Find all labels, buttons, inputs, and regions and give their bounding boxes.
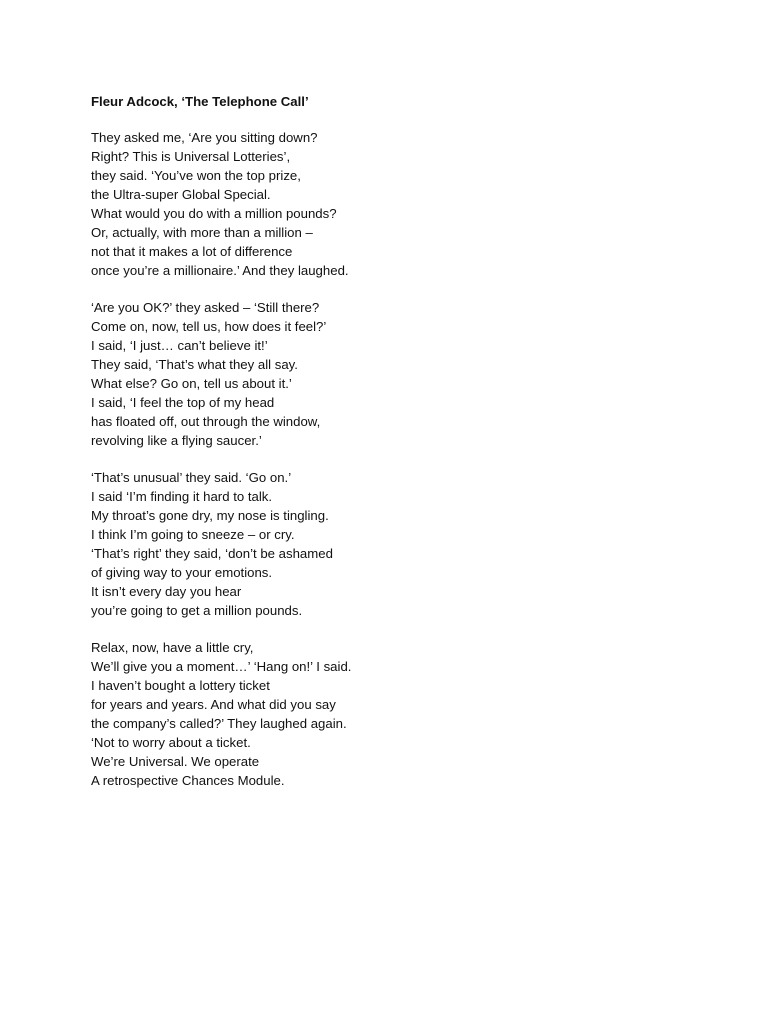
stanza-4 <box>91 638 691 790</box>
poem-line: What would you do with a million pounds? <box>91 206 337 221</box>
poem-line: ‘Are you OK?’ they asked – ‘Still there? <box>91 300 320 315</box>
poem-line: They asked me, ‘Are you sitting down? <box>91 130 318 145</box>
poem-line: I said ‘I’m finding it hard to talk. <box>91 489 273 504</box>
stanza-2 <box>91 298 691 450</box>
poem-line: It isn’t every day you hear <box>91 584 242 599</box>
poem-line: revolving like a flying saucer.’ <box>91 433 262 448</box>
poem-line: Or, actually, with more than a million – <box>91 225 313 240</box>
poem-line: once you’re a millionaire.’ And they laughed. <box>91 263 349 278</box>
stanza-1 <box>91 128 691 280</box>
poem-line: We’ll give you a moment…’ ‘Hang on!’ I said. <box>91 659 352 674</box>
poem-line: Relax, now, have a little cry, <box>91 640 254 655</box>
poem-line: I think I’m going to sneeze – or cry. <box>91 527 295 542</box>
poem-line: the Ultra-super Global Special. <box>91 187 271 202</box>
poem-line: What else? Go on, tell us about it.’ <box>91 376 292 391</box>
poem-line: not that it makes a lot of difference <box>91 244 293 259</box>
poem-line: My throat’s gone dry, my nose is tingling. <box>91 508 329 523</box>
poem-line: They said, ‘That’s what they all say. <box>91 357 298 372</box>
stanza-3 <box>91 468 691 620</box>
poem-line: they said. ‘You’ve won the top prize, <box>91 168 301 183</box>
poem-line: you’re going to get a million pounds. <box>91 603 303 618</box>
poem-line: ‘That’s unusual’ they said. ‘Go on.’ <box>91 470 292 485</box>
poem-line: A retrospective Chances Module. <box>91 773 285 788</box>
poem-line: I said, ‘I feel the top of my head <box>91 395 275 410</box>
poem-line: I said, ‘I just… can’t believe it!’ <box>91 338 268 353</box>
poem-content <box>91 92 691 808</box>
poem-title: Fleur Adcock, ‘The Telephone Call’ <box>91 94 309 109</box>
poem-line: Come on, now, tell us, how does it feel?’ <box>91 319 327 334</box>
poem-line: has floated off, out through the window, <box>91 414 321 429</box>
poem-line: We’re Universal. We operate <box>91 754 260 769</box>
poem-line: ‘That’s right’ they said, ‘don’t be ashamed <box>91 546 333 561</box>
poem-line: ‘Not to worry about a ticket. <box>91 735 251 750</box>
poem-line: the company’s called?’ They laughed again. <box>91 716 347 731</box>
poem-line: for years and years. And what did you say <box>91 697 336 712</box>
poem-line: of giving way to your emotions. <box>91 565 273 580</box>
poem-line: I haven’t bought a lottery ticket <box>91 678 270 693</box>
poem-line: Right? This is Universal Lotteries’, <box>91 149 291 164</box>
